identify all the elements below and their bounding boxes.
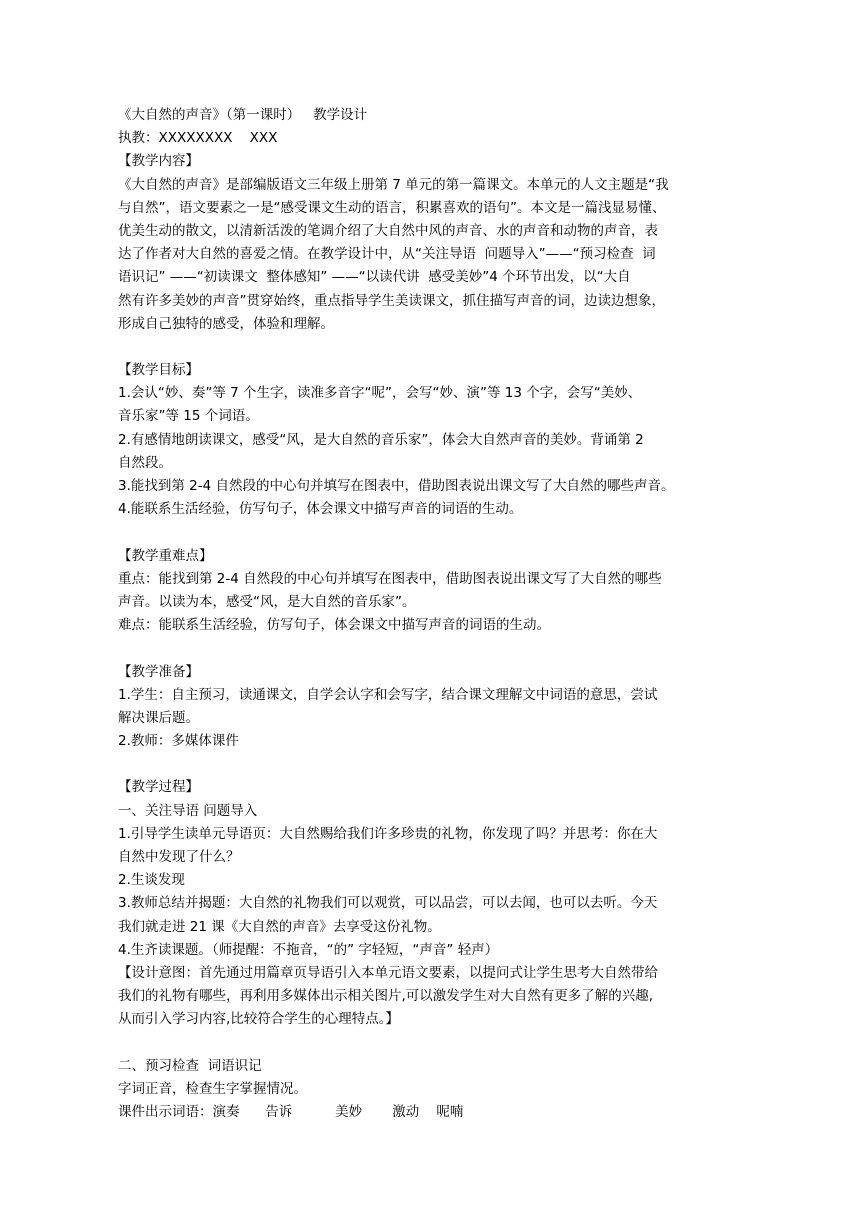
section2-list (118, 1055, 738, 1125)
teacher-line: 执教：XXXXXXXX XXX (118, 130, 278, 147)
prep-list (118, 684, 738, 754)
section2-line: 课件出示词语：演奏 告诉 美妙 激动 呢喃 (118, 1104, 464, 1121)
paragraph-line: 形成自己独特的感受，体验和理解。 (118, 315, 334, 332)
process-list (118, 800, 738, 1032)
document-title: 《大自然的声音》（第一课时） 教学设计 (118, 107, 368, 123)
section-heading-content: 【教学内容】 (118, 153, 199, 170)
process-line: 1.引导学生读单元导语页：大自然赐给我们许多珍贵的礼物，你发现了吗？并思考：你在大 (118, 825, 658, 842)
goal-line: 1.会认“妙、奏”等 7 个生字，读准多音字“呢”，会写“妙、演”等 13 个字，会写“美妙、 (118, 385, 642, 402)
paragraph-line: 《大自然的声音》是部编版语文三年级上册第 7 单元的第一篇课文。本单元的人文主题是“我 (118, 176, 669, 193)
process-line: 3.教师总结并揭题：大自然的礼物我们可以观赏，可以品尝，可以去闻，也可以去听。今天 (118, 895, 658, 912)
goal-line: 自然段。 (118, 454, 172, 471)
process-line: 我们就走进 21 课《大自然的声音》去享受这份礼物。 (118, 918, 441, 935)
prep-line: 1.学生：自主预习，读通课文，自学会认字和会写字，结合课文理解文中词语的意思，尝试 (118, 686, 658, 703)
goal-line: 2.有感情地朗读课文，感受“风，是大自然的音乐家”，体会大自然声音的美妙。背诵第 2 (118, 431, 644, 448)
process-line: 一、关注导语 问题导入 (118, 802, 258, 819)
paragraph-line: 语识记” ——“初读课文 整体感知” ——“以读代讲 感受美妙”4 个环节出发，以“大自 (118, 269, 631, 286)
process-line: 我们的礼物有哪些，再利用多媒体出示相关图片,可以激发学生对大自然有更多了解的兴趣, (118, 988, 654, 1005)
section-heading-goals: 【教学目标】 (118, 362, 199, 379)
section-heading-keypoints: 【教学重难点】 (118, 547, 213, 564)
keypoint-line: 声音。以读为本，感受“风，是大自然的音乐家”。 (118, 593, 416, 610)
section-heading-prep: 【教学准备】 (118, 663, 199, 680)
section2-line: 二、预习检查 词语识记 (118, 1057, 262, 1074)
paragraph-line: 然有许多美妙的声音”贯穿始终，重点指导学生美读课文，抓住描写声音的词，边读边想象， (118, 292, 665, 309)
goal-line: 3.能找到第 2-4 自然段的中心句并填写在图表中，借助图表说出课文写了大自然的哪些声音。 (118, 478, 675, 494)
keypoint-line: 难点：能联系生活经验，仿写句子，体会课文中描写声音的词语的生动。 (118, 617, 550, 634)
section2-line: 字词正音，检查生字掌握情况。 (118, 1080, 307, 1097)
goals-list (118, 382, 738, 521)
section-heading-process: 【教学过程】 (118, 779, 199, 796)
paragraph-line: 与自然”，语文要素之一是“感受课文生动的语言，积累喜欢的语句”。本文是一篇浅显易懂、 (118, 199, 666, 216)
paragraph-line: 优美生动的散文，以清新活泼的笔调介绍了大自然中风的声音、水的声音和动物的声音，表 (118, 222, 658, 239)
prep-line: 解决课后题。 (118, 709, 199, 726)
process-line: 从而引入学习内容,比较符合学生的心理特点。】 (118, 1011, 400, 1028)
content-paragraph (118, 174, 738, 336)
keypoints-list (118, 568, 738, 638)
process-line: 自然中发现了什么？ (118, 849, 240, 865)
document-body (118, 104, 738, 1124)
paragraph-line: 达了作者对大自然的喜爱之情。在教学设计中，从“关注导语 问题导入”——“预习检查 词 (118, 246, 656, 263)
goal-line: 音乐家”等 15 个词语。 (118, 408, 259, 425)
process-line: 4.生齐读课题。（师提醒：不拖音，“的” 字轻短，“声音” 轻声） (118, 941, 499, 958)
process-line: 【设计意图：首先通过用篇章页导语引入本单元语文要素，以提问式让学生思考大自然带给 (118, 964, 658, 981)
prep-line: 2.教师：多媒体课件 (118, 733, 239, 750)
goal-line: 4.能联系生活经验，仿写句子，体会课文中描写声音的词语的生动。 (118, 501, 523, 518)
process-line: 2.生谈发现 (118, 872, 185, 889)
keypoint-line: 重点：能找到第 2-4 自然段的中心句并填写在图表中，借助图表说出课文写了大自然的哪些 (118, 570, 662, 587)
